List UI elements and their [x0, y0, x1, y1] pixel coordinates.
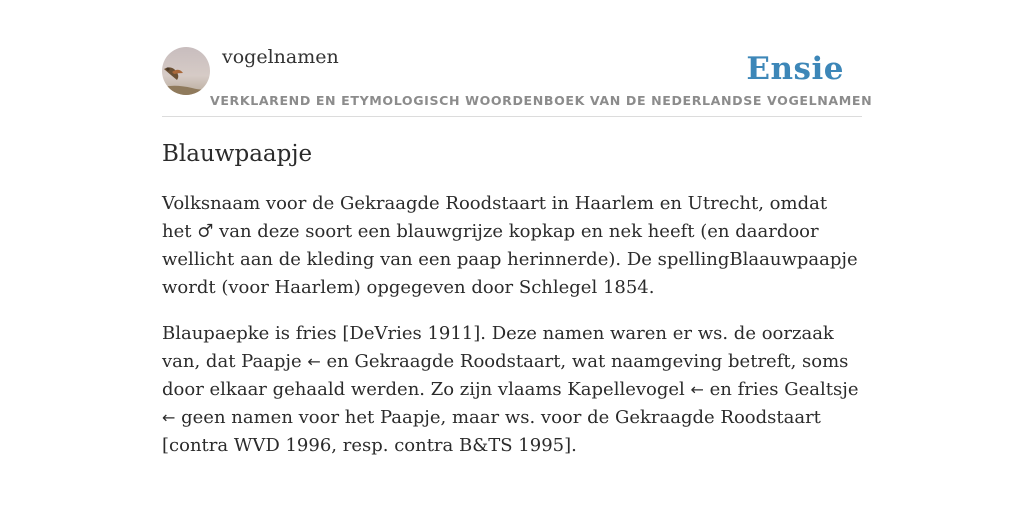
avatar[interactable] — [162, 47, 210, 95]
left-arrow-icon[interactable]: ← — [690, 380, 704, 399]
entry-paragraph-2 — [162, 320, 862, 460]
left-arrow-icon[interactable]: ← — [307, 352, 321, 371]
paragraph-2-text: geen namen voor het Paapje, maar ws. voor de Gekraagde Roodstaart [contra WVD 1996, resp. contra B&TS 1995]. — [162, 407, 821, 456]
paragraph-2-text: Blaupaepke is fries [DeVries 1911]. Deze namen waren er ws. de oorzaak van, dat Paapje — [162, 323, 834, 372]
page-container — [162, 46, 873, 460]
entry-title: Blauwpaapje — [162, 141, 313, 167]
site-name-link[interactable]: vogelnamen — [222, 46, 339, 68]
entry-paragraph-1: Volksnaam voor de Gekraagde Roodstaart in Haarlem en Utrecht, omdat het ♂ van deze soort een blauwgrijze kopkap en nek heeft (en daardoor wellicht aan de kleding van een paap herinnerde). De spellingBlaauwpaapje wordt (voor Haarlem) opgegeven door Schlegel 1854. — [162, 193, 858, 298]
site-header — [162, 46, 873, 117]
bird-icon — [162, 47, 210, 95]
left-arrow-icon[interactable]: ← — [162, 408, 176, 427]
paragraph-2-text: en fries Gealtsje — [703, 379, 859, 400]
paragraph-2-text: en Gekraagde Roodstaart, wat naamgeving betreft, soms door elkaar gehaald werden. Zo zijn vlaams Kapellevogel — [162, 351, 849, 400]
site-subtitle: VERKLAREND EN ETYMOLOGISCH WOORDENBOEK VAN DE NEDERLANDSE VOGELNAMEN — [210, 93, 873, 108]
ensie-logo[interactable]: Ensie — [746, 51, 844, 87]
